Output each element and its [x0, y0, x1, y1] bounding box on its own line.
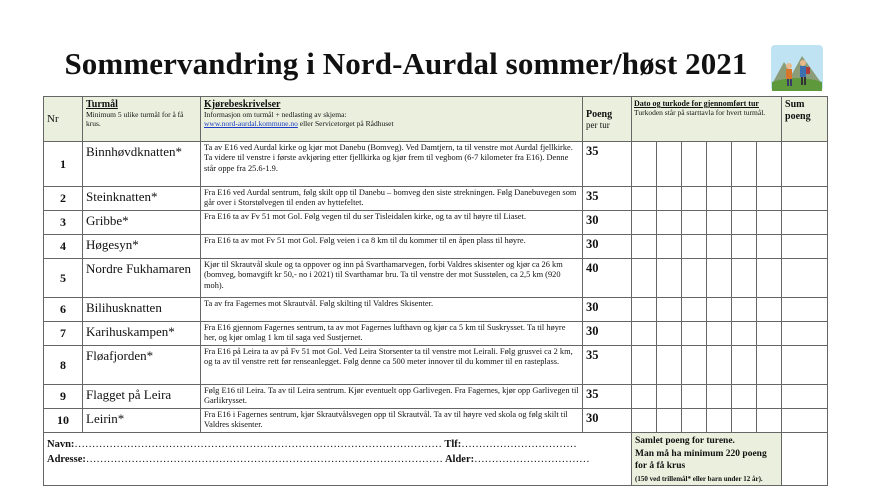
date-cell[interactable] — [632, 142, 657, 187]
date-cell[interactable] — [732, 259, 757, 298]
date-cell[interactable] — [657, 298, 682, 322]
date-cell[interactable] — [707, 385, 732, 409]
date-cell[interactable] — [682, 259, 707, 298]
sum-cell[interactable] — [782, 346, 828, 385]
row-destination: Binnhøvdknatten* — [83, 142, 201, 187]
row-directions: Fra E16 ta av Fv 51 mot Gol. Følg vegen til du ser Tisleidalen kirke, og ta av til høyre til Liaset. — [201, 211, 583, 235]
date-cell[interactable] — [707, 187, 732, 211]
row-number: 8 — [44, 346, 83, 385]
row-directions: Kjør til Skrautvål skule og ta oppover og inn på Svarthamarvegen, forbi Valdres skisenter og kjør ca 26 km (bomveg, bomavgift kr 50,- no i 2021) til Svarthamar bru. Ta til venstre der mot Susstølen, ca 2,5 km (920 moh). — [201, 259, 583, 298]
header-dato: Dato og turkode for gjennomført tur Turkoden står på starttavla for hvert turmål. — [632, 97, 782, 142]
row-number: 6 — [44, 298, 83, 322]
page-title: Sommervandring i Nord-Aurdal sommer/høst 2021 — [64, 46, 748, 81]
sum-cell[interactable] — [782, 211, 828, 235]
date-cell[interactable] — [682, 385, 707, 409]
row-number: 2 — [44, 187, 83, 211]
date-cell[interactable] — [757, 187, 782, 211]
row-number: 9 — [44, 385, 83, 409]
row-destination: Karihuskampen* — [83, 322, 201, 346]
row-directions: Fra E16 på Leira ta av på Fv 51 mot Gol. Ved Leira Storsenter ta til venstre mot Leirali. Følg grusvei ca 2 km, og ta av til venstre rett før renseanlegget. Følg denne ca 500 meter innover til du kommer til en rasteplass. — [201, 346, 583, 385]
row-directions: Fra E16 ta av mot Fv 51 mot Gol. Følg veien i ca 8 km til du kommer til en åpen plass til høyre. — [201, 235, 583, 259]
total-sum-cell[interactable] — [782, 433, 828, 486]
alder-field[interactable]: …………………………… — [474, 454, 590, 465]
date-cell[interactable] — [632, 409, 657, 433]
row-destination: Nordre Fukhamaren — [83, 259, 201, 298]
table-row — [44, 211, 828, 235]
date-cell[interactable] — [657, 409, 682, 433]
date-cell[interactable] — [682, 409, 707, 433]
date-cell[interactable] — [632, 298, 657, 322]
hikers-illustration-icon — [770, 44, 824, 92]
date-cell[interactable] — [657, 322, 682, 346]
date-cell[interactable] — [632, 385, 657, 409]
row-destination: Høgesyn* — [83, 235, 201, 259]
date-cell[interactable] — [732, 385, 757, 409]
date-cell[interactable] — [657, 187, 682, 211]
row-directions: Følg E16 til Leira. Ta av til Leira sentrum. Kjør eventuelt opp Garlivegen. Fra Fagernes, kjør opp Garlivegen til Garlikrysset. — [201, 385, 583, 409]
sum-cell[interactable] — [782, 259, 828, 298]
tlf-label: Tlf: — [444, 439, 462, 450]
date-cell[interactable] — [682, 298, 707, 322]
row-directions: Fra E16 gjennom Fagernes sentrum, ta av mot Fagernes lufthavn og kjør ca 5 km til Suskrysset. Ta til høyre her, og kjør omlag 1 km til saga ved Sustjernet. — [201, 322, 583, 346]
sum-cell[interactable] — [782, 142, 828, 187]
navn-label: Navn: — [47, 439, 75, 450]
row-destination: Gribbe* — [83, 211, 201, 235]
row-directions: Fra E16 i Fagernes sentrum, kjør Skrautvålsvegen opp til Skrautvål. Ta av til høyre ved skola og følg skilt til Valdres skisenter. — [201, 409, 583, 433]
table-row — [44, 346, 828, 385]
kommune-link[interactable]: www.nord-aurdal.kommune.no — [204, 119, 298, 128]
date-cell[interactable] — [707, 259, 732, 298]
date-cell[interactable] — [757, 409, 782, 433]
date-cell[interactable] — [732, 142, 757, 187]
hiking-table — [43, 96, 828, 486]
footer-contact-fields — [44, 433, 632, 486]
date-cell[interactable] — [657, 346, 682, 385]
date-cell[interactable] — [632, 346, 657, 385]
row-points: 40 — [583, 259, 632, 298]
date-cell[interactable] — [682, 235, 707, 259]
date-cell[interactable] — [707, 211, 732, 235]
table-row — [44, 235, 828, 259]
date-cell[interactable] — [757, 259, 782, 298]
date-cell[interactable] — [682, 142, 707, 187]
header-sum: Sum poeng — [782, 97, 828, 142]
date-cell[interactable] — [732, 211, 757, 235]
navn-field[interactable]: …………………………………………………………………………………………… — [74, 439, 442, 450]
date-cell[interactable] — [657, 259, 682, 298]
row-destination: Fløafjorden* — [83, 346, 201, 385]
date-cell[interactable] — [632, 259, 657, 298]
row-points: 35 — [583, 142, 632, 187]
date-cell[interactable] — [707, 409, 732, 433]
date-cell[interactable] — [757, 142, 782, 187]
sum-cell[interactable] — [782, 187, 828, 211]
row-directions: Fra E16 ved Aurdal sentrum, følg skilt opp til Danebu – bomveg den siste strekningen. Følg Danebuvegen som går over i Storstølvegen til enden av hyttefeltet. — [201, 187, 583, 211]
date-cell[interactable] — [732, 409, 757, 433]
sum-cell[interactable] — [782, 409, 828, 433]
date-cell[interactable] — [757, 298, 782, 322]
row-directions: Ta av E16 ved Aurdal kirke og kjør mot Danebu (Bomveg). Ved Damtjern, ta til venstre mot Aurdal fjellkirke. Ta videre til venstre i første avkjøring etter fjellkirka og kjør frem til vegbom (6-7 kilometer fra E16). Denne står oppe fra 25.6-1.9. — [201, 142, 583, 187]
date-cell[interactable] — [707, 235, 732, 259]
sum-cell[interactable] — [782, 322, 828, 346]
date-cell[interactable] — [707, 298, 732, 322]
row-destination: Leirin* — [83, 409, 201, 433]
tlf-field[interactable]: …………………………… — [461, 439, 577, 450]
date-cell[interactable] — [732, 298, 757, 322]
header-nr: Nr — [44, 97, 83, 142]
row-number: 1 — [44, 142, 83, 187]
table-row — [44, 298, 828, 322]
header-turmal: Turmål Minimum 5 ulike turmål for å få krus. — [83, 97, 201, 142]
date-cell[interactable] — [757, 385, 782, 409]
date-cell[interactable] — [757, 235, 782, 259]
adresse-field[interactable]: ………………………………………………………………………………………… — [85, 454, 443, 465]
date-cell[interactable] — [732, 346, 757, 385]
date-cell[interactable] — [657, 385, 682, 409]
row-points: 30 — [583, 298, 632, 322]
row-destination: Steinknatten* — [83, 187, 201, 211]
date-cell[interactable] — [757, 346, 782, 385]
table-row — [44, 142, 828, 187]
date-cell[interactable] — [682, 322, 707, 346]
row-destination: Bilihusknatten — [83, 298, 201, 322]
date-cell[interactable] — [732, 187, 757, 211]
row-number: 5 — [44, 259, 83, 298]
date-cell[interactable] — [707, 142, 732, 187]
date-cell[interactable] — [657, 211, 682, 235]
header-poeng: Poeng per tur — [583, 97, 632, 142]
date-cell[interactable] — [632, 187, 657, 211]
adresse-label: Adresse: — [47, 454, 86, 465]
row-points: 30 — [583, 322, 632, 346]
sum-cell[interactable] — [782, 235, 828, 259]
date-cell[interactable] — [757, 211, 782, 235]
row-points: 30 — [583, 211, 632, 235]
table-row — [44, 259, 828, 298]
row-number: 7 — [44, 322, 83, 346]
row-directions: Ta av fra Fagernes mot Skrautvål. Følg skilting til Valdres Skisenter. — [201, 298, 583, 322]
date-cell[interactable] — [632, 322, 657, 346]
date-cell[interactable] — [682, 211, 707, 235]
row-points: 30 — [583, 235, 632, 259]
row-points: 35 — [583, 187, 632, 211]
table-row — [44, 409, 828, 433]
row-number: 4 — [44, 235, 83, 259]
table-row — [44, 322, 828, 346]
sum-cell[interactable] — [782, 385, 828, 409]
row-number: 10 — [44, 409, 83, 433]
row-points: 35 — [583, 346, 632, 385]
date-cell[interactable] — [757, 322, 782, 346]
date-cell[interactable] — [632, 235, 657, 259]
date-cell[interactable] — [657, 235, 682, 259]
date-cell[interactable] — [732, 322, 757, 346]
date-cell[interactable] — [657, 142, 682, 187]
date-cell[interactable] — [632, 211, 657, 235]
date-cell[interactable] — [682, 346, 707, 385]
sum-cell[interactable] — [782, 298, 828, 322]
row-number: 3 — [44, 211, 83, 235]
date-cell[interactable] — [707, 346, 732, 385]
footer-summary: Samlet poeng for turene. Man må ha minimum 220 poeng for å få krus (150 ved trillemål* eller barn under 12 år). — [632, 433, 782, 486]
header-kjorebeskrivelser: Kjørebeskrivelser Informasjon om turmål + nedlasting av skjema: www.nord-aurdal.kommune.no eller Servicetorget på Rådhuset — [201, 97, 583, 142]
date-cell[interactable] — [732, 235, 757, 259]
table-row — [44, 187, 828, 211]
row-points: 35 — [583, 385, 632, 409]
table-row — [44, 385, 828, 409]
date-cell[interactable] — [682, 187, 707, 211]
row-points: 30 — [583, 409, 632, 433]
row-destination: Flagget på Leira — [83, 385, 201, 409]
alder-label: Alder: — [444, 454, 475, 465]
date-cell[interactable] — [707, 322, 732, 346]
